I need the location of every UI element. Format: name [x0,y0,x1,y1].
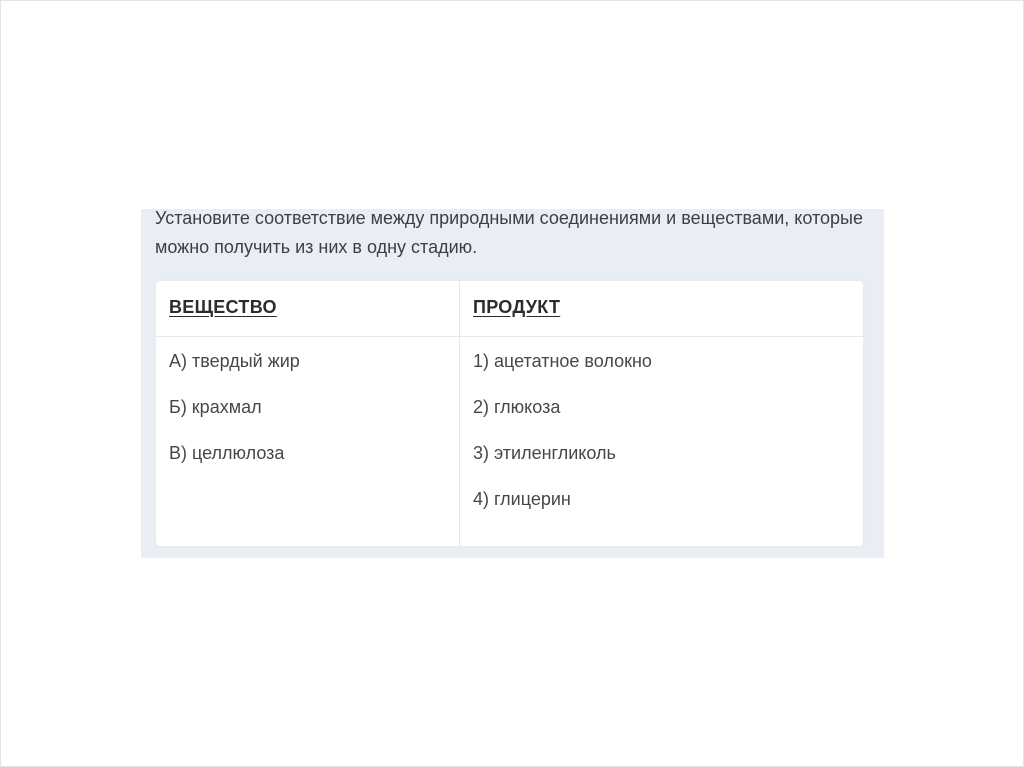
product-item: 1) ацетатное волокно [473,351,652,371]
product-item: 4) глицерин [473,489,571,509]
substance-column-header [156,281,459,337]
product-item: 2) глюкоза [473,397,561,417]
substance-item: В) целлюлоза [169,443,285,463]
substance-column [156,281,460,546]
product-item: 3) этиленгликоль [473,443,616,463]
substance-header-label: ВЕЩЕСТВО [169,297,277,317]
substance-list [169,350,300,488]
product-header-label: ПРОДУКТ [473,297,561,317]
matching-table [156,281,863,546]
product-column [460,281,863,546]
substance-item: Б) крахмал [169,397,262,417]
product-list [473,350,652,534]
task-card [141,209,884,558]
task-question: Установите соответствие между природными соединениями и веществами, которые можно получить из них в одну стадию. [155,208,863,257]
substance-item: А) твердый жир [169,351,300,371]
product-column-header [460,281,863,337]
